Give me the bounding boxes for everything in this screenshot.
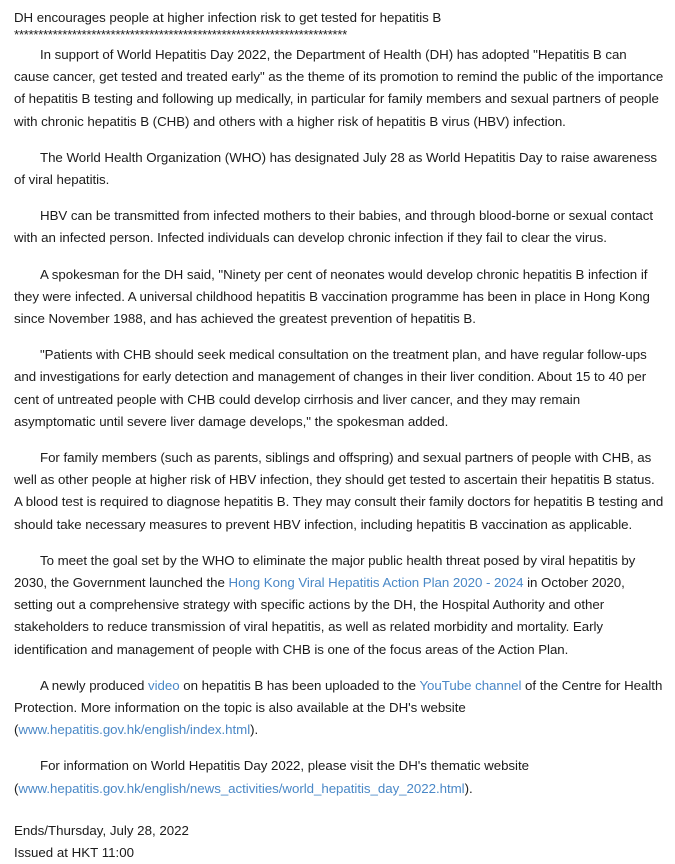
paragraph-2: The World Health Organization (WHO) has designated July 28 as World Hepatitis Day to raise awareness of viral hepatitis. — [14, 149, 658, 188]
thematic-website-link[interactable]: www.hepatitis.gov.hk/english/news_activities/world_hepatitis_day_2022.html — [18, 780, 465, 796]
youtube-channel-link[interactable]: YouTube channel — [419, 677, 522, 693]
paragraph-7-text-before: To meet the goal set by the WHO to eliminate the major public health threat posed by viral hepatitis by 2030, the Government launched the — [14, 552, 636, 591]
paragraph-8-segment-1: A newly produced — [40, 677, 148, 693]
paragraph-7 — [14, 550, 664, 661]
asterisk-divider: ********************************************************************* — [14, 27, 347, 42]
paragraph-9-segment-2: ). — [464, 780, 473, 796]
paragraph-5: "Patients with CHB should seek medical consultation on the treatment plan, and have regular follow-ups and investigations for early detection and management of changes in their liver condition. About 15 to 40 per cent of untreated people with CHB could develop cirrhosis and liver cancer, and they may remain asymptomatic until severe liver damage develops," the spokesman added. — [14, 347, 647, 429]
paragraph-4: A spokesman for the DH said, "Ninety per cent of neonates would develop chronic hepatitis B infection if they were infected. A universal childhood hepatitis B vaccination programme has been in place in Hong Kong since November 1988, and has achieved the greatest prevention of hepatitis B. — [14, 266, 650, 327]
paragraph-8-segment-2: on hepatitis B has been uploaded to the — [179, 677, 420, 693]
paragraph-9-segment-1: For information on World Hepatitis Day 2022, please visit the DH's thematic website ( — [14, 758, 529, 796]
paragraph-6: For family members (such as parents, siblings and offspring) and sexual partners of people with CHB, as well as other people at higher risk of HBV infection, they should get tested to ascertain their hepatitis B status. A blood test is required to diagnose hepatitis B. They may consult their family doctors for hepatitis B testing and should take necessary measures to prevent HBV infection, including hepatitis B vaccination as applicable. — [14, 450, 664, 532]
issued-line: Issued at HKT 11:00 — [14, 845, 134, 861]
paragraph-9 — [14, 755, 664, 799]
ends-line: Ends/Thursday, July 28, 2022 — [14, 822, 189, 838]
paragraph-3: HBV can be transmitted from infected mothers to their babies, and through blood-borne or sexual contact with an infected person. Infected individuals can develop chronic infection if they fail to clear the virus. — [14, 208, 654, 246]
paragraph-1: In support of World Hepatitis Day 2022, the Department of Health (DH) has adopted "Hepatitis B can cause cancer, get tested and treated early" as the theme of its promotion to remind the public of the importance of hepatitis B testing and following up medically, in particular for family members and sexual partners of people with chronic hepatitis B (CHB) and others with a higher risk of hepatitis B virus (HBV) infection. — [14, 47, 664, 129]
paragraph-8-segment-4: ). — [250, 722, 259, 738]
paragraph-8-segment-3: of the Centre for Health Protection. More information on the topic is also available at the DH's website ( — [14, 677, 663, 738]
action-plan-link[interactable]: Hong Kong Viral Hepatitis Action Plan 2020 - 2024 — [228, 575, 524, 591]
page-title: DH encourages people at higher infection risk to get tested for hepatitis B — [14, 10, 442, 25]
paragraph-8 — [14, 675, 664, 742]
paragraph-7-text-after: in October 2020, setting out a comprehensive strategy with specific actions by the DH, the Hospital Authority and other stakeholders to reduce transmission of viral hepatitis, as well as related morbidity and mortality. Early identification and management of people with CHB is one of the focus areas of the Action Plan. — [14, 575, 625, 657]
hepatitis-website-link[interactable]: www.hepatitis.gov.hk/english/index.html — [18, 722, 251, 738]
video-link[interactable]: video — [147, 677, 180, 693]
